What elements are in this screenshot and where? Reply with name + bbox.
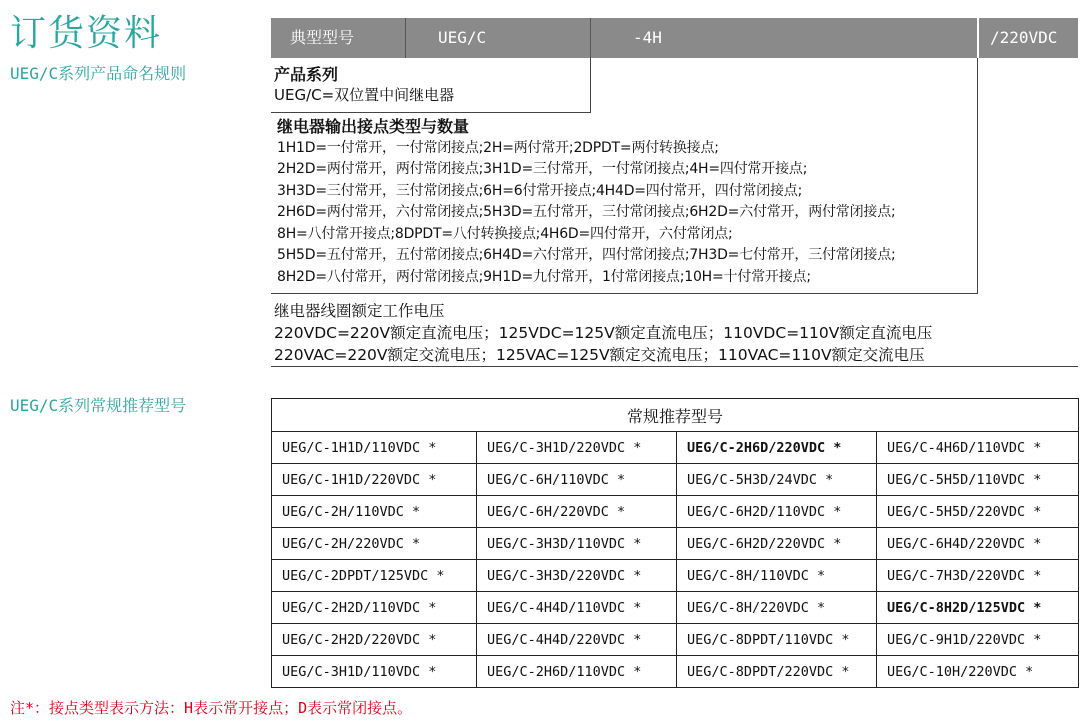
table-row bbox=[272, 560, 1079, 592]
model-cell: UEG/C-10H/220VDC * bbox=[877, 656, 1079, 688]
model-cell: UEG/C-2H6D/220VDC * bbox=[677, 432, 877, 464]
model-cell: UEG/C-8H/110VDC * bbox=[677, 560, 877, 592]
footnote: 注*：接点类型表示方法：H表示常开接点；D表示常闭接点。 bbox=[10, 699, 413, 717]
table-row bbox=[272, 528, 1079, 560]
header-cell-typical: 典型型号 bbox=[290, 28, 355, 47]
header-bg-main bbox=[271, 18, 977, 58]
model-cell: UEG/C-8H/220VDC * bbox=[677, 592, 877, 624]
product-series-title: 产品系列 bbox=[274, 65, 339, 84]
model-cell: UEG/C-2H/220VDC * bbox=[272, 528, 477, 560]
model-cell: UEG/C-4H6D/110VDC * bbox=[877, 432, 1079, 464]
series-bracket-bottom bbox=[271, 112, 591, 113]
voltage-block bbox=[274, 300, 932, 366]
product-series-desc: UEG/C=双位置中间继电器 bbox=[274, 86, 455, 104]
voltage-line: 220VAC=220V额定交流电压；125VAC=125V额定交流电压；110VAC=110V额定交流电压 bbox=[274, 346, 925, 364]
model-cell: UEG/C-2H2D/110VDC * bbox=[272, 592, 477, 624]
header-separator bbox=[590, 18, 591, 58]
model-cell: UEG/C-1H1D/110VDC * bbox=[272, 432, 477, 464]
contacts-block bbox=[277, 116, 896, 288]
model-cell: UEG/C-3H3D/220VDC * bbox=[477, 560, 677, 592]
table-row bbox=[272, 432, 1079, 464]
model-cell: UEG/C-4H4D/110VDC * bbox=[477, 592, 677, 624]
model-cell: UEG/C-2H/110VDC * bbox=[272, 496, 477, 528]
contacts-title: 继电器输出接点类型与数量 bbox=[277, 117, 470, 136]
model-cell: UEG/C-6H2D/110VDC * bbox=[677, 496, 877, 528]
model-cell: UEG/C-6H2D/220VDC * bbox=[677, 528, 877, 560]
model-cell: UEG/C-3H1D/220VDC * bbox=[477, 432, 677, 464]
model-cell: UEG/C-7H3D/220VDC * bbox=[877, 560, 1079, 592]
contacts-line: 2H2D=两付常开，两付常闭接点;3H1D=三付常开，一付常闭接点;4H=四付常开接点; bbox=[277, 161, 808, 177]
model-cell: UEG/C-6H4D/220VDC * bbox=[877, 528, 1079, 560]
contacts-line: 8H=八付常开接点;8DPDT=八付转换接点;4H6D=四付常开，六付常闭点; bbox=[277, 225, 733, 242]
voltage-line: 220VDC=220V额定直流电压；125VDC=125V额定直流电压；110VDC=110V额定直流电压 bbox=[274, 324, 933, 342]
model-cell: UEG/C-3H3D/110VDC * bbox=[477, 528, 677, 560]
contacts-line: 8H2D=八付常开，两付常闭接点;9H1D=九付常开，1付常闭接点;10H=十付常开接点; bbox=[277, 268, 811, 285]
header-separator bbox=[405, 18, 406, 58]
recommended-label: UEG/C系列常规推荐型号 bbox=[10, 396, 187, 415]
page-title: 订货资料 bbox=[10, 13, 163, 54]
table-row bbox=[272, 656, 1079, 688]
model-cell: UEG/C-8DPDT/220VDC * bbox=[677, 656, 877, 688]
table-row bbox=[272, 624, 1079, 656]
model-cell: UEG/C-5H5D/220VDC * bbox=[877, 496, 1079, 528]
model-cell: UEG/C-8DPDT/110VDC * bbox=[677, 624, 877, 656]
model-cell: UEG/C-1H1D/220VDC * bbox=[272, 464, 477, 496]
model-cell: UEG/C-5H5D/110VDC * bbox=[877, 464, 1079, 496]
contacts-bracket-right bbox=[977, 58, 978, 294]
product-series-block bbox=[274, 64, 454, 106]
model-cell: UEG/C-2H6D/110VDC * bbox=[477, 656, 677, 688]
contacts-line: 3H3D=三付常开，三付常闭接点;6H=6付常开接点;4H4D=四付常开，四付常闭接点; bbox=[277, 182, 803, 199]
series-bracket-right bbox=[590, 58, 591, 113]
voltage-bracket-bottom bbox=[271, 366, 1078, 367]
table-row bbox=[272, 464, 1079, 496]
model-cell: UEG/C-6H/220VDC * bbox=[477, 496, 677, 528]
model-cell: UEG/C-8H2D/125VDC * bbox=[877, 592, 1079, 624]
header-cell-voltage: /220VDC bbox=[990, 28, 1058, 47]
recommended-models-table bbox=[271, 398, 1079, 688]
table-header: 常规推荐型号 bbox=[272, 399, 1079, 432]
model-cell: UEG/C-4H4D/220VDC * bbox=[477, 624, 677, 656]
table-row bbox=[272, 496, 1079, 528]
header-cell-series: UEG/C bbox=[438, 28, 487, 47]
contacts-line: 5H5D=五付常开，五付常闭接点;6H4D=六付常开，四付常闭接点;7H3D=七付常开，三付常闭接点; bbox=[277, 247, 896, 263]
header-cell-contact: -4H bbox=[633, 28, 662, 47]
contacts-line: 2H6D=两付常开，六付常闭接点;5H3D=五付常开，三付常闭接点;6H2D=六付常开，两付常闭接点; bbox=[277, 204, 896, 220]
model-cell: UEG/C-3H1D/110VDC * bbox=[272, 656, 477, 688]
naming-rule-label: UEG/C系列产品命名规则 bbox=[10, 64, 187, 83]
model-cell: UEG/C-2DPDT/125VDC * bbox=[272, 560, 477, 592]
model-cell: UEG/C-2H2D/220VDC * bbox=[272, 624, 477, 656]
model-cell: UEG/C-9H1D/220VDC * bbox=[877, 624, 1079, 656]
contacts-line: 1H1D=一付常开，一付常闭接点;2H=两付常开;2DPDT=两付转换接点; bbox=[277, 139, 719, 156]
table-row bbox=[272, 592, 1079, 624]
voltage-title: 继电器线圈额定工作电压 bbox=[274, 302, 445, 320]
model-cell: UEG/C-6H/110VDC * bbox=[477, 464, 677, 496]
contacts-bracket-bottom bbox=[271, 293, 978, 294]
model-cell: UEG/C-5H3D/24VDC * bbox=[677, 464, 877, 496]
table-body bbox=[272, 432, 1079, 688]
